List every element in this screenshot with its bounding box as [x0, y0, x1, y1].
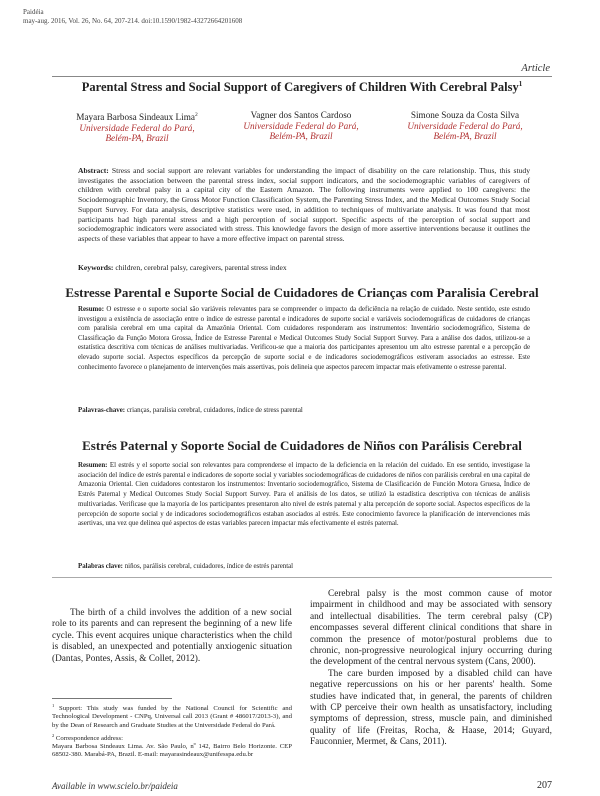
footnote-2: [52, 732, 292, 743]
article-title-text: Parental Stress and Social Support of Caregivers of Children With Cerebral Palsy: [81, 80, 519, 95]
author-affiliation: Universidade Federal do Pará,: [407, 120, 523, 131]
abstract-text: El estrés y el soporte social son relevantes para comprenderse el impacto de la deficiencia en la relación del cuidado. En ese sentido, investigase la asociación del índice de estrés parental e indicadores de soporte social y variables sociodemográficas de cuidadores de niños con parálisis cerebral en una capital de Amazonia Oriental. Cien cuidadores contestaron los instrumentos: Inventario sociodemográfico, Sistema de Clasificación de Función Motora Gruesa, Índice de Estrés Paternal y Medical Outcomes Study Social Support Survey. Para el análisis de los datos, se utilizó la estadística descriptiva con técnicas de análisis multivariadas. Verificase que la mayoría de los participantes presentaron alto nivel de estrés paternal y alta percepción de soporte social. Aspectos específicos de la percepción de soporte social y de indicadores sociodemográficos estaban asociados al estrés. Este conocimiento favorece la planificación de intervenciones más asertivas, una vez que delinea qué aspectos de estas variables parecen impactar más efectivamente el estrés paternal.: [78, 462, 530, 528]
keywords-portuguese: [78, 407, 530, 414]
journal-name: Paidéia: [23, 8, 44, 16]
author-affiliation: Universidade Federal do Pará,: [79, 122, 195, 133]
abstract-label: Resumo:: [78, 306, 105, 313]
author-affiliation: Universidade Federal do Pará,: [243, 120, 359, 131]
keywords-text: niños, parálisis cerebral, cuidadores, índice de estrés parental: [124, 563, 294, 570]
author-name: Simone Souza da Costa Silva: [410, 110, 520, 120]
abstract-label: Resumen:: [78, 462, 108, 469]
title-footnote-marker: 1: [518, 80, 523, 88]
author-footnote-marker: 2: [194, 112, 198, 118]
author-name-text: Mayara Barbosa Sindeaux Lima: [76, 112, 195, 123]
spanish-title: Estrés Paternal y Soporte Social de Cuidadores de Niños con Parálisis Cerebral: [82, 438, 522, 453]
footnotes: [52, 702, 292, 762]
abstract-end-rule: [52, 577, 552, 578]
author-name: [52, 110, 222, 123]
author-2: [216, 110, 386, 142]
article-type-label: Article: [521, 63, 550, 74]
keywords-label: Keywords:: [78, 263, 114, 272]
body-paragraph: Cerebral palsy is the most common cause of motor impairment in childhood and may be associated with sensory and intellectual disabilities. The term cerebral palsy (CP) encompasses several different clinical conditions that share in common the presence of motor/postural problems due to chronic, non-progressive neurological injury occurring during the development of the central nervous system (Cans, 2000).: [310, 589, 552, 668]
keywords-spanish: [78, 563, 530, 570]
abstract-text: Stress and social support are relevant variables for understanding the impact of disability on the care relationship. Thus, this study investigates the association between the parental stress index, social support indicators, and the sociodemographic variables of caregivers of children with cerebral palsy in a capital city of the Eastern Amazon. The following instruments were applied to 100 caregivers: the Sociodemographic Inventory, the Gross Motor Function Classification System, the Parenting Stress Index, and the Medical Outcomes Study Social Support Survey. For data analysis, descriptive statistics were used, in addition to techniques of multivariate analysis. It was found that most participants had high parental stress and a high perception of social support. Specific aspects of the perception of social support and sociodemographic indicators were associated with stress. This knowledge favors the design of more assertive interventions because it outlines the aspects of these variables that appear to have a more effective impact on parental stress.: [78, 166, 530, 243]
author-location: Belém-PA, Brazil: [105, 133, 169, 144]
keywords-english: [78, 263, 530, 273]
keywords-text: crianças, paralisia cerebral, cuidadores, índice de stress parental: [126, 407, 303, 414]
footer-availability: Available in www.scielo.br/paideia: [52, 781, 178, 791]
body-paragraph: The care burden imposed by a disabled child can have negative repercussions on his or her parents' health. Some studies have indicated that, in general, the parents of children with CP perceive their own health as unsatisfactory, including symptoms of depression, stress, muscle pain, and diminished quality of life (Freitas, Rocha, & Haase, 2014; Guyard, Fauconnier, Mermet, & Cans, 2011).: [310, 668, 552, 748]
abstract-label: Abstract:: [78, 166, 109, 175]
author-location: Belém-PA, Brazil: [269, 131, 333, 141]
journal-citation: may-aug. 2016, Vol. 26, No. 64, 207-214. doi:10.1590/1982-43272664201608: [23, 17, 243, 25]
header-rule: [52, 76, 552, 77]
abstract-spanish: [78, 461, 530, 529]
footnote-text: Correspondence address:: [55, 735, 123, 743]
footnote-marker: 1: [52, 703, 55, 708]
page-number: 207: [537, 780, 552, 791]
keywords-text: children, cerebral palsy, caregivers, parental stress index: [115, 263, 287, 272]
author-name: Vagner dos Santos Cardoso: [250, 110, 352, 120]
body-right-column: [310, 589, 552, 749]
author-1: [52, 110, 222, 144]
portuguese-title: Estresse Parental e Suporte Social de Cuidadores de Crianças com Paralisia Cerebral: [65, 285, 539, 300]
footnote-marker: 2: [52, 732, 55, 738]
abstract-english: [78, 166, 530, 244]
footnote-text: Support: This study was funded by the National Council for Scientific and Technological Development - CNPq, Universal call 2013 (Grant # 486017/2013-3), and by the Dean of Research and Graduate Studies at the Universidade Federal do Pará.: [52, 705, 292, 729]
footnote-2-address: Mayara Barbosa Sindeaux Lima. Av. São Paulo, nº 142, Bairro Belo Horizonte. CEP 68502-380. Marabá-PA, Brazil. E-mail: mayarasindeaux@unifesspa.edu.br: [52, 743, 292, 759]
keywords-label: Palavras-chave:: [78, 407, 126, 414]
author-3: [380, 110, 550, 142]
running-header: [23, 8, 242, 26]
footnote-1: [52, 702, 292, 730]
keywords-label: Palabras clave:: [78, 563, 123, 570]
author-location: Belém-PA, Brazil: [433, 131, 497, 141]
body-left-column: [52, 608, 292, 665]
footnote-rule: [52, 698, 172, 699]
body-paragraph: The birth of a child involves the addition of a new social role to its parents and can represent the beginning of a new life cycle. This event acquires unique characteristics when the child is disabled, an unexpected and potentially anxiogenic situation (Dantas, Pontes, Assis, & Collet, 2012).: [52, 608, 292, 664]
abstract-portuguese: [78, 305, 530, 372]
abstract-text: O estresse e o suporte social são variáveis relevantes para se compreender o impacto da deficiência na relação de cuidado. Neste sentido, este estudo investigou a existência de associação entre o índice de estresse parental e indicadores de suporte social e variáveis sociodemográficas de cuidadores de crianças com paralisia cerebral em uma capital da Amazônia Oriental. Com cuidadores responderam aos instrumentos: Inventário sociodemográfico, Sistema de Classificação da Função Motora Grossa, Índice de Estresse Parental e Medical Outcomes Study Social Support Survey. Para a análise dos dados, utilizou-se a estatística descritiva com técnicas de análises multivariadas. Verificou-se que a maioria dos participantes apresentou um alto estresse parental e a percepção de elevado suporte social. Aspectos específicos da percepção de suporte social e de indicadores sociodemográficos estiveram associados ao estresse. Este conhecimento favorece o planejamento de intervenções mais assertivas, pois delineia que aspectos parecem impactar mais efetivamente o estresse parental.: [78, 306, 530, 371]
article-title: [52, 80, 552, 95]
